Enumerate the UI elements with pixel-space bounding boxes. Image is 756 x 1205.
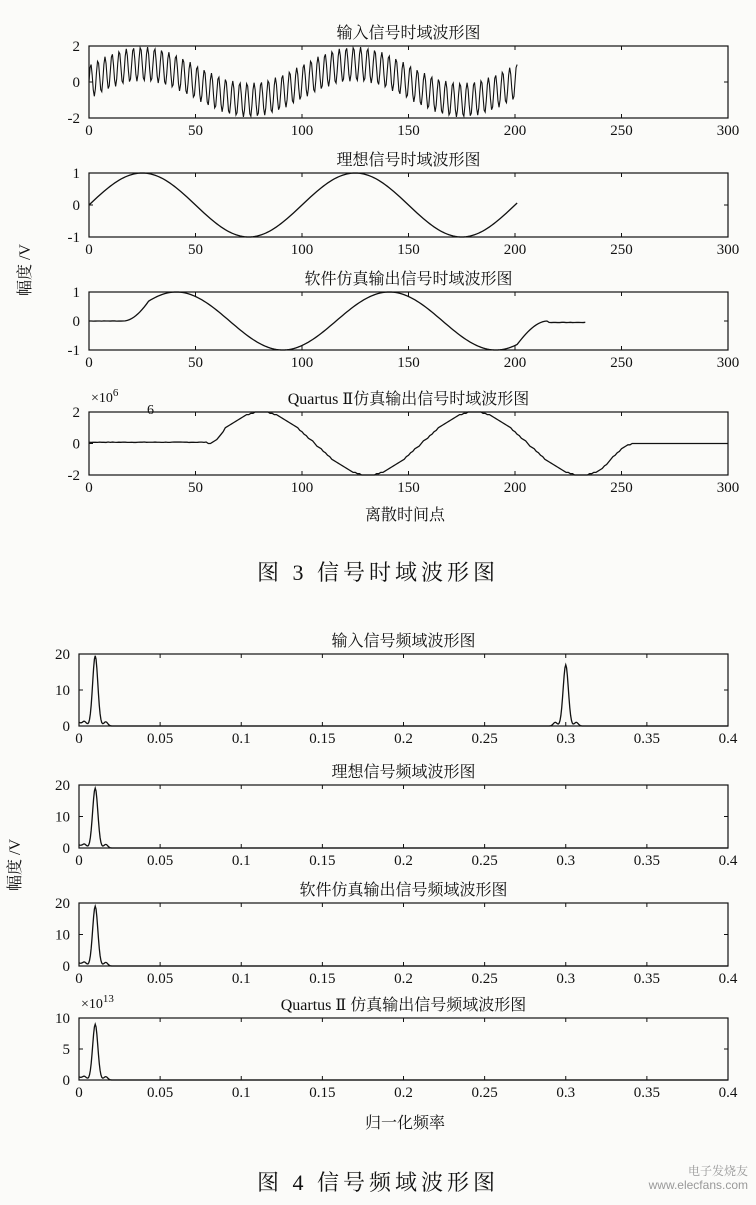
y-tick-label: 20 (55, 647, 70, 663)
x-tick-label: 250 (610, 123, 633, 139)
plot-frame (79, 903, 728, 966)
x-tick-label: 0.2 (394, 971, 413, 987)
x-tick-label: 200 (503, 123, 527, 139)
y-tick-label: 0 (62, 719, 70, 735)
x-tick-label: 250 (610, 480, 633, 496)
x-tick-label: 0.05 (147, 853, 174, 869)
chart-2 (68, 150, 740, 258)
x-tick-label: 50 (188, 355, 203, 371)
x-tick-label: 0.35 (633, 1085, 660, 1101)
x-tick-label: 0.4 (718, 731, 738, 747)
y-tick-label: 1 (72, 166, 80, 182)
x-tick-label: 0.15 (309, 1085, 336, 1101)
x-tick-label: 0.15 (309, 731, 336, 747)
series-line (79, 1024, 728, 1080)
x-tick-label: 0.1 (231, 731, 251, 747)
x-tick-label: 150 (397, 480, 420, 496)
y-tick-label: 0 (72, 75, 80, 91)
x-tick-label: 0.25 (471, 971, 498, 987)
y-tick-label: 20 (55, 778, 70, 794)
series-line (79, 906, 728, 966)
x-tick-label: 0.15 (309, 853, 336, 869)
chart-title: 软件仿真输出信号时域波形图 (304, 271, 513, 288)
x-tick-label: 50 (188, 242, 203, 258)
y-tick-label: 2 (72, 39, 80, 55)
x-tick-label: 0.35 (633, 971, 660, 987)
chart-title: 理想信号时域波形图 (336, 152, 481, 169)
x-tick-label: 0.1 (231, 1085, 251, 1101)
x-tick-label: 0.4 (718, 971, 738, 987)
y-tick-label: 0 (62, 959, 70, 975)
chart-title: Quartus Ⅱ仿真输出信号时域波形图 (287, 391, 530, 408)
figure4-ylabel: 幅度 /V (7, 838, 24, 892)
y-tick-label: 5 (62, 1042, 70, 1058)
chart-8 (55, 993, 738, 1101)
exponent-label: $\times 10^6$ (91, 387, 119, 406)
y-tick-label: 10 (55, 927, 70, 944)
x-tick-label: 0.3 (556, 853, 576, 869)
x-tick-label: 150 (397, 355, 420, 371)
x-tick-label: 0.15 (309, 971, 336, 987)
x-tick-label: 0 (85, 355, 93, 371)
series-line (89, 412, 728, 475)
y-tick-label: 0 (72, 314, 80, 330)
y-tick-label: -2 (67, 468, 80, 484)
series-line (89, 173, 517, 237)
y-tick-label: 0 (72, 436, 80, 453)
x-tick-label: 300 (716, 123, 740, 139)
x-tick-label: 150 (397, 242, 420, 258)
figure4-xlabel: 归一化频率 (364, 1115, 446, 1132)
y-tick-label: -1 (67, 230, 80, 246)
plot-frame (79, 654, 728, 726)
plot-frame (79, 785, 728, 848)
x-tick-label: 100 (290, 123, 314, 139)
plot-frame (79, 1018, 728, 1080)
x-tick-label: 0.05 (147, 1085, 174, 1101)
series-line (79, 656, 728, 726)
x-tick-label: 50 (188, 480, 203, 496)
x-tick-label: 0.35 (633, 853, 660, 869)
chart-4 (68, 387, 740, 496)
x-tick-label: 300 (716, 242, 740, 258)
x-tick-label: 0.1 (231, 853, 251, 869)
x-tick-label: 250 (610, 242, 633, 258)
x-tick-label: 0 (75, 1085, 83, 1101)
figure4-caption: 图 4 信号频域波形图 (256, 1170, 499, 1195)
chart-title: Quartus Ⅱ 仿真输出信号频域波形图 (280, 997, 527, 1014)
series-line (89, 47, 517, 117)
x-tick-label: 50 (188, 123, 203, 139)
plot-frame (89, 292, 728, 350)
x-tick-label: 0.2 (394, 731, 413, 747)
x-tick-label: 250 (610, 355, 633, 371)
x-tick-label: 0.4 (718, 853, 738, 869)
x-tick-label: 0.25 (471, 731, 498, 747)
x-tick-label: 150 (397, 123, 420, 139)
chart-3 (68, 269, 740, 371)
x-tick-label: 0 (75, 971, 83, 987)
y-tick-label: 10 (55, 683, 70, 699)
exponent-label: $\times 10^{13}$ (81, 993, 114, 1012)
x-tick-label: 0.05 (147, 971, 174, 987)
y-tick-label: -1 (67, 343, 80, 359)
watermark-brand: 电子发烧友 (687, 1164, 748, 1178)
x-tick-label: 0 (75, 853, 83, 869)
y-tick-label: 0 (72, 198, 80, 214)
x-tick-label: 0.25 (471, 1085, 498, 1101)
x-tick-label: 0.25 (471, 853, 498, 869)
chart-title: 输入信号时域波形图 (336, 25, 481, 42)
y-tick-label: 1 (72, 285, 80, 301)
x-tick-label: 0.35 (633, 731, 660, 747)
chart-title: 理想信号频域波形图 (331, 764, 476, 781)
x-tick-label: 0.1 (231, 971, 251, 987)
x-tick-label: 0 (85, 242, 93, 258)
y-tick-label: 0 (62, 841, 70, 857)
chart-6 (55, 762, 738, 869)
watermark (649, 1164, 748, 1192)
x-tick-label: 200 (503, 242, 527, 258)
watermark-url: www.elecfans.com (648, 1178, 748, 1192)
chart-title: 软件仿真输出信号频域波形图 (299, 882, 508, 899)
x-tick-label: 300 (716, 355, 740, 371)
x-tick-label: 0.3 (556, 971, 576, 987)
series-line (79, 788, 728, 848)
x-tick-label: 100 (290, 242, 314, 258)
x-tick-label: 0.4 (718, 1085, 738, 1101)
y-tick-label: 0 (62, 1073, 70, 1089)
x-tick-label: 0 (85, 480, 93, 496)
chart-5 (55, 632, 738, 747)
y-tick-label: 2 (72, 405, 80, 421)
figure3-caption: 图 3 信号时域波形图 (256, 560, 499, 585)
chart-title: 输入信号频域波形图 (331, 633, 476, 650)
chart-1 (68, 24, 740, 139)
stray-label: 6 (147, 403, 154, 418)
x-tick-label: 0.05 (147, 731, 174, 747)
x-tick-label: 100 (290, 355, 314, 371)
x-tick-label: 200 (503, 355, 527, 371)
x-tick-label: 200 (503, 480, 527, 496)
y-tick-label: -2 (67, 111, 80, 127)
figure3-ylabel: 幅度 /V (17, 243, 34, 297)
y-tick-label: 10 (55, 809, 70, 826)
x-tick-label: 0 (75, 731, 83, 747)
x-tick-label: 0.3 (556, 1085, 576, 1101)
x-tick-label: 0.2 (394, 1085, 413, 1101)
figure3-xlabel: 离散时间点 (364, 507, 446, 524)
x-tick-label: 0.3 (556, 731, 576, 747)
x-tick-label: 100 (290, 480, 314, 496)
chart-7 (55, 880, 738, 987)
y-tick-label: 10 (55, 1011, 70, 1027)
y-tick-label: 20 (55, 896, 70, 912)
x-tick-label: 0 (85, 123, 93, 139)
x-tick-label: 0.2 (394, 853, 413, 869)
series-line (89, 292, 585, 350)
x-tick-label: 300 (716, 480, 740, 496)
